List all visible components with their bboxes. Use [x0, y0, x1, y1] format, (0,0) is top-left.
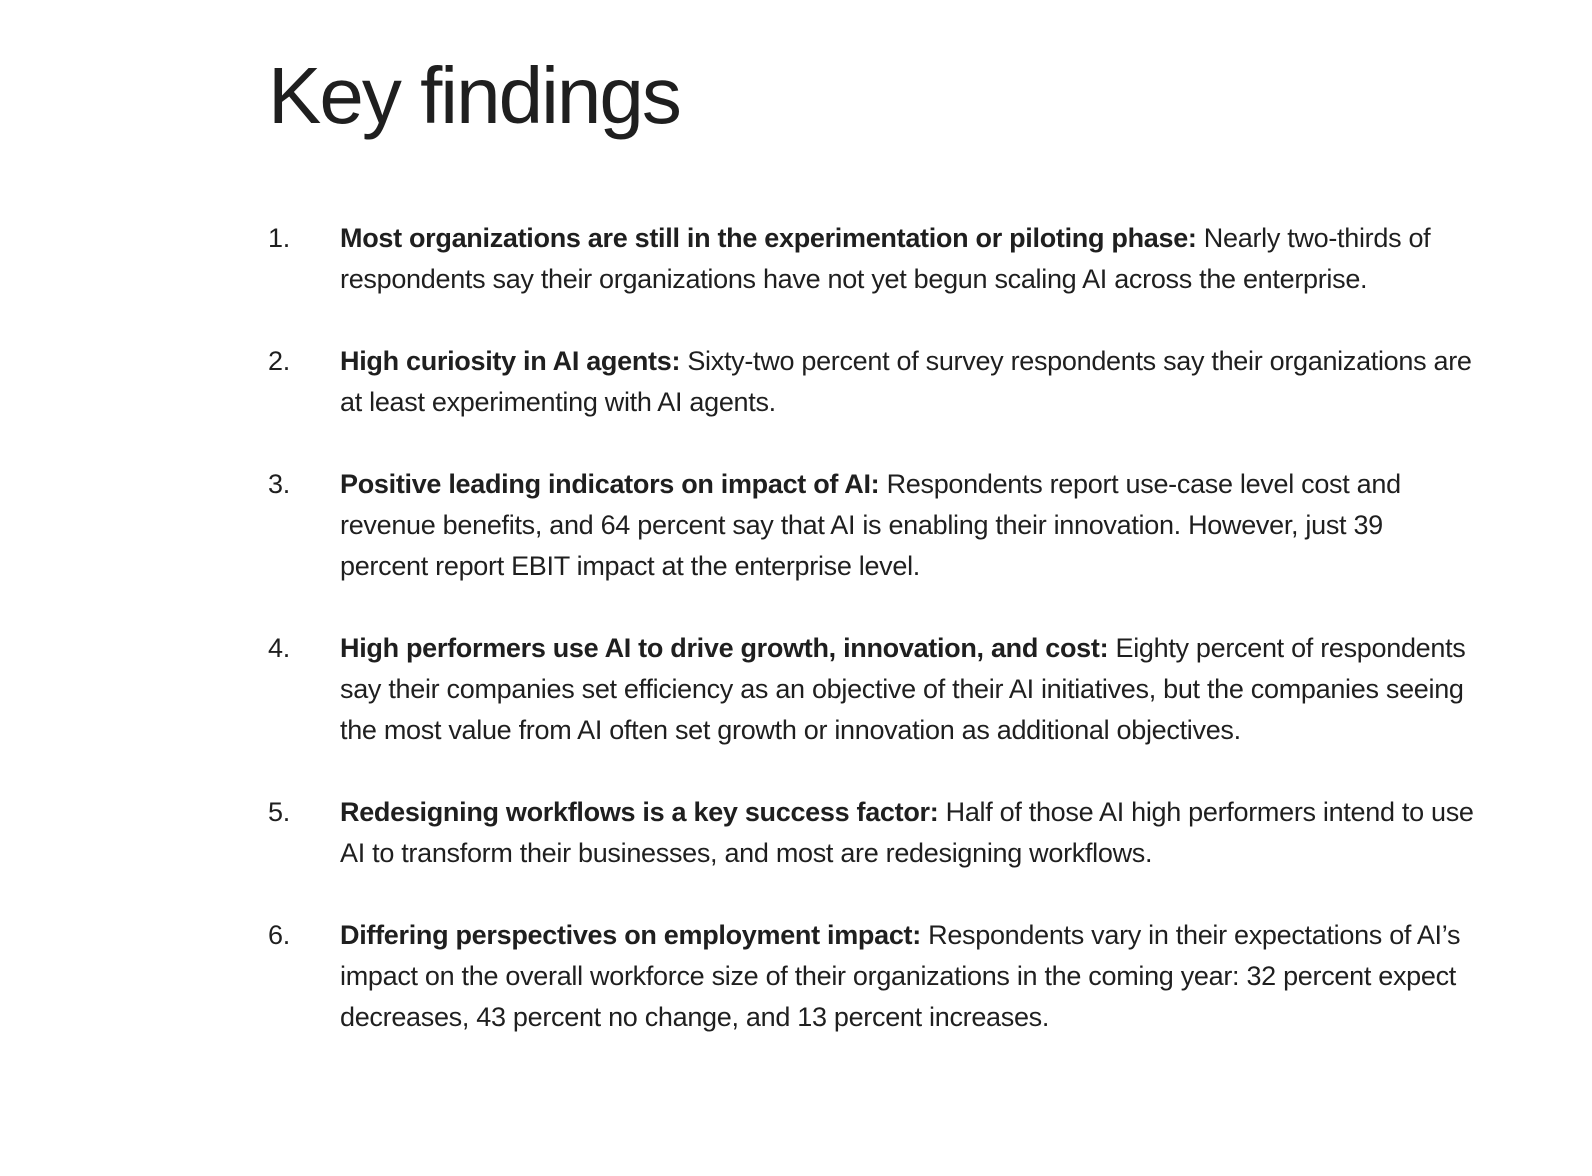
- finding-number: 2.: [268, 346, 290, 376]
- finding-text: [340, 915, 1478, 1038]
- finding-number: 4.: [268, 633, 290, 663]
- finding-heading: Redesigning workflows is a key success factor:: [340, 797, 939, 827]
- finding-item-4: [268, 628, 1478, 751]
- finding-body: Nearly two-thirds of respondents say their organizations have not yet begun scaling AI across the enterprise.: [340, 223, 1431, 294]
- finding-item-6: [268, 915, 1478, 1038]
- finding-text: [340, 628, 1478, 751]
- finding-heading: Differing perspectives on employment impact:: [340, 920, 921, 950]
- finding-item-1: [268, 218, 1478, 300]
- finding-heading: High curiosity in AI agents:: [340, 346, 681, 376]
- finding-text: [340, 218, 1478, 300]
- finding-number: 3.: [268, 469, 290, 499]
- page-title: Key findings: [268, 51, 680, 140]
- finding-heading: Positive leading indicators on impact of AI:: [340, 469, 880, 499]
- finding-body: Respondents vary in their expectations of AI’s impact on the overall workforce size of their organizations in the coming year: 32 percent expect decreases, 43 percent no change, and 13 percent increases.: [340, 920, 1461, 1032]
- finding-number: 5.: [268, 797, 290, 827]
- finding-item-2: [268, 341, 1478, 423]
- finding-text: [340, 341, 1478, 423]
- finding-heading: Most organizations are still in the experimentation or piloting phase:: [340, 223, 1197, 253]
- key-findings-list: [268, 218, 1478, 1079]
- finding-text: [340, 792, 1478, 874]
- finding-body: Sixty-two percent of survey respondents say their organizations are at least experimenting with AI agents.: [340, 346, 1472, 417]
- finding-item-3: [268, 464, 1478, 587]
- finding-text: [340, 464, 1478, 587]
- finding-heading: High performers use AI to drive growth, innovation, and cost:: [340, 633, 1109, 663]
- finding-body: Respondents report use-case level cost and revenue benefits, and 64 percent say that AI is enabling their innovation. However, just 39 percent report EBIT impact at the enterprise level.: [340, 469, 1401, 581]
- finding-body: Half of those AI high performers intend to use AI to transform their businesses, and most are redesigning workflows.: [340, 797, 1474, 868]
- finding-item-5: [268, 792, 1478, 874]
- finding-number: 6.: [268, 920, 290, 950]
- finding-body: Eighty percent of respondents say their companies set efficiency as an objective of their AI initiatives, but the companies seeing the most value from AI often set growth or innovation as additional objectives.: [340, 633, 1466, 745]
- finding-number: 1.: [268, 223, 290, 253]
